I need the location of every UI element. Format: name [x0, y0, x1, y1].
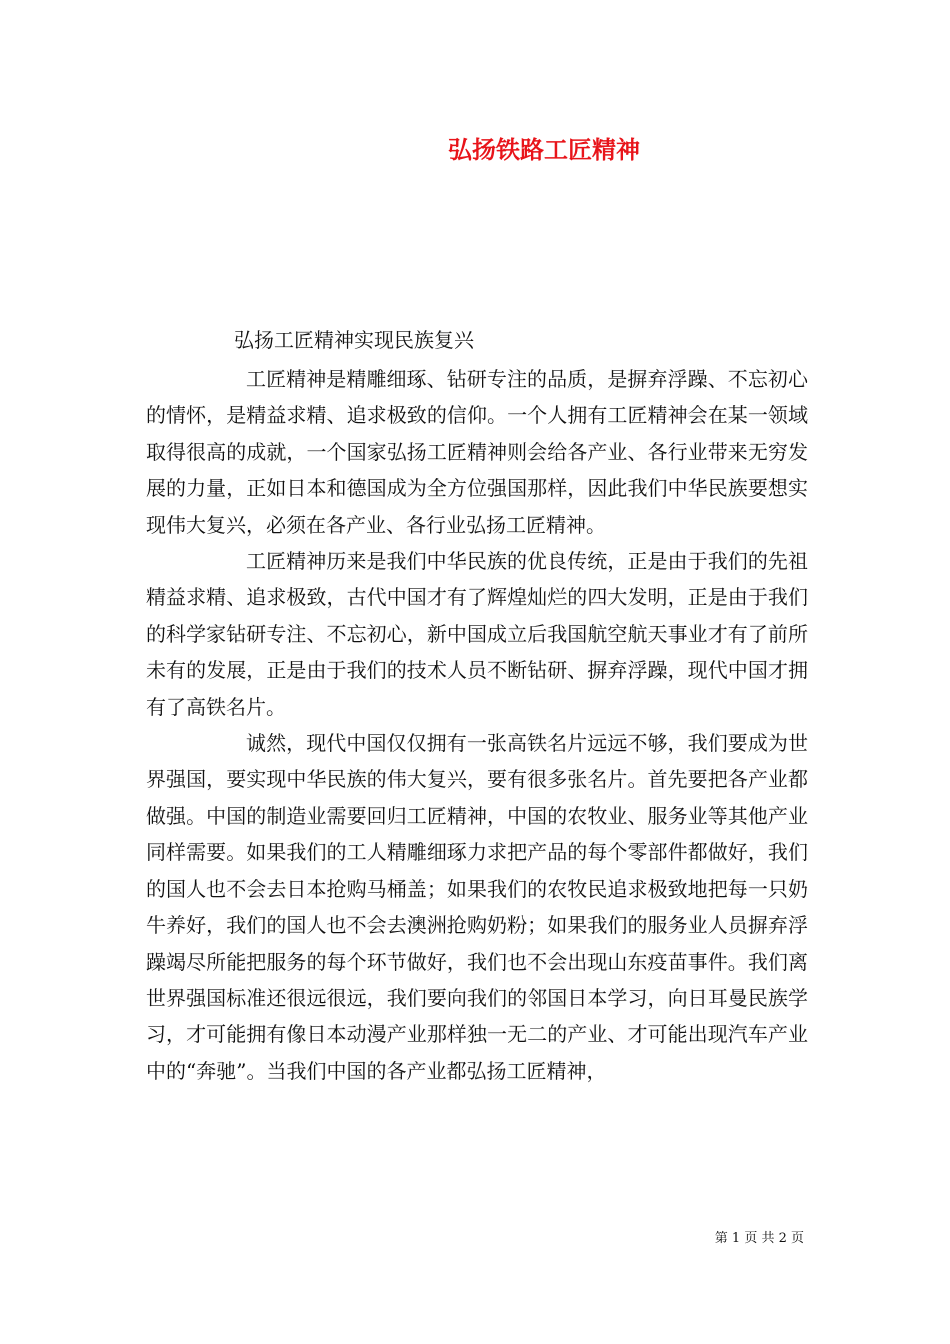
page-title: 弘扬铁路工匠精神	[448, 136, 640, 164]
paragraph-2: 工匠精神历来是我们中华民族的优良传统，正是由于我们的先祖精益求精、追求极致，古代中国才有了辉煌灿烂的四大发明，正是由于我们的科学家钻研专注、不忘初心，新中国成立后我国航空航天事业才有了前所未有的发展，正是由于我们的技术人员不断钻研、摒弃浮躁，现代中国才拥有了高铁名片。	[146, 549, 808, 719]
page-number: 第 1 页 共 2 页	[714, 1231, 804, 1246]
paragraph-1: 工匠精神是精雕细琢、钻研专注的品质，是摒弃浮躁、不忘初心的情怀，是精益求精、追求极致的信仰。一个人拥有工匠精神会在某一领域取得很高的成就，一个国家弘扬工匠精神则会给各产业、各行业带来无穷发展的力量，正如日本和德国成为全方位强国那样，因此我们中华民族要想实现伟大复兴，必须在各产业、各行业弘扬工匠精神。	[146, 367, 808, 537]
paragraph-3: 诚然，现代中国仅仅拥有一张高铁名片远远不够，我们要成为世界强国，要实现中华民族的伟大复兴，要有很多张名片。首先要把各产业都做强。中国的制造业需要回归工匠精神，中国的农牧业、服务业等其他产业同样需要。如果我们的工人精雕细琢力求把产品的每个零部件都做好，我们的国人也不会去日本抢购马桶盖；如果我们的农牧民追求极致地把每一只奶牛养好，我们的国人也不会去澳洲抢购奶粉；如果我们的服务业人员摒弃浮躁竭尽所能把服务的每个环节做好，我们也不会出现山东疫苗事件。我们离世界强国标准还很远很远，我们要向我们的邻国日本学习，向日耳曼民族学习，才可能拥有像日本动漫产业那样独一无二的产业、才可能出现汽车产业中的“奔驰”。当我们中国的各产业都弘扬工匠精神，	[146, 731, 808, 1083]
document-body	[146, 361, 808, 1089]
document-subtitle: 弘扬工匠精神实现民族复兴	[234, 328, 474, 352]
